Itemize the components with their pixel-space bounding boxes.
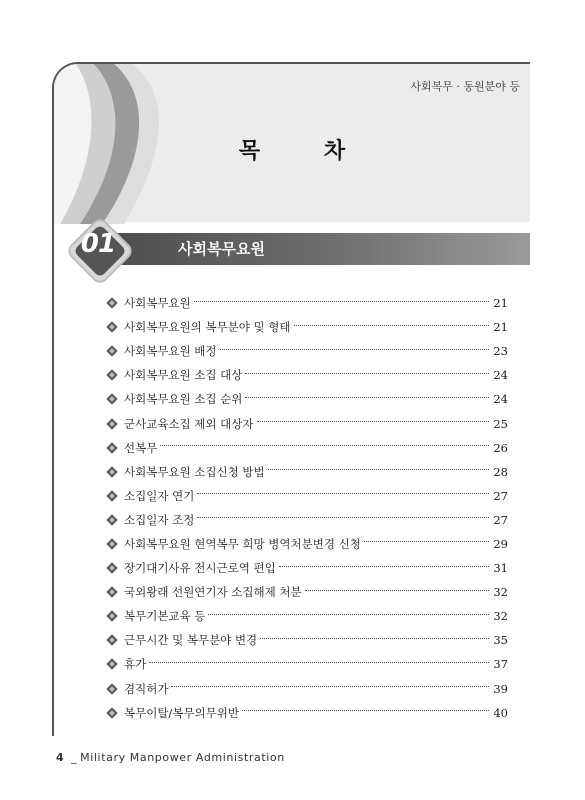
toc-item-page: 23 [493,344,508,359]
toc-leader-dots [149,662,489,663]
diamond-bullet-icon [106,538,118,550]
toc-item[interactable] [106,315,508,339]
diamond-bullet-icon [106,442,118,454]
diamond-bullet-icon [106,658,118,670]
toc-item[interactable] [106,411,508,435]
diamond-bullet-icon [106,586,118,598]
toc-item-label: 휴가 [124,657,147,672]
toc-item-page: 40 [493,705,508,720]
toc-leader-dots [305,590,489,591]
footer-separator: _ [71,751,77,764]
chapter-number: 01 [80,229,116,259]
footer-page-number: 4 [56,751,64,764]
diamond-bullet-icon [106,345,118,357]
toc-item-label: 사회복무요원의 복무분야 및 형태 [124,320,291,335]
toc-leader-dots [294,325,490,326]
toc-item-page: 32 [493,585,508,600]
toc-leader-dots [197,493,489,494]
toc-item-label: 사회복무요원 소집신청 방법 [124,464,265,479]
toc-item-page: 27 [493,512,508,527]
toc-list [106,291,508,725]
toc-leader-dots [245,397,489,398]
diamond-bullet-icon [106,321,118,333]
toc-leader-dots [260,638,489,639]
toc-item-label: 복무이탈/복무의무위반 [124,705,239,720]
toc-item[interactable] [106,508,508,532]
toc-item-label: 소집일자 조정 [124,512,195,527]
toc-item-label: 겸직허가 [124,681,169,696]
toc-item[interactable] [106,436,508,460]
toc-leader-dots [257,421,489,422]
toc-item-page: 32 [493,609,508,624]
toc-leader-dots [220,349,489,350]
toc-item-label: 선복무 [124,440,158,455]
diamond-bullet-icon [106,562,118,574]
toc-item-page: 28 [493,464,508,479]
toc-item-label: 복무기본교육 등 [124,609,206,624]
toc-item[interactable] [106,339,508,363]
toc-item-page: 25 [493,416,508,431]
toc-item[interactable] [106,291,508,315]
toc-item[interactable] [106,677,508,701]
toc-item-label: 사회복무요원 소집 순위 [124,392,243,407]
toc-item-page: 37 [493,657,508,672]
toc-item-label: 사회복무요원 배정 [124,344,217,359]
toc-item-page: 29 [493,536,508,551]
toc-leader-dots [268,469,489,470]
toc-item-page: 21 [493,320,508,335]
toc-item-page: 26 [493,440,508,455]
diamond-bullet-icon [106,393,118,405]
chapter-bar [88,233,530,265]
toc-leader-dots [208,614,489,615]
toc-item[interactable] [106,532,508,556]
diamond-bullet-icon [106,418,118,430]
toc-leader-dots [160,445,489,446]
toc-item-label: 소집일자 연기 [124,488,195,503]
footer [56,751,285,764]
chapter-title: 사회복무요원 [178,240,265,258]
toc-item-label: 사회복무요원 소집 대상 [124,368,243,383]
diamond-bullet-icon [106,707,118,719]
diamond-bullet-icon [106,683,118,695]
page-title: 목 차 [238,139,374,164]
diamond-bullet-icon [106,297,118,309]
toc-leader-dots [245,373,489,374]
toc-item-page: 39 [493,681,508,696]
toc-leader-dots [197,517,489,518]
toc-leader-dots [279,566,489,567]
toc-item[interactable] [106,652,508,676]
footer-publication: Military Manpower Administration [80,751,285,764]
diamond-bullet-icon [106,610,118,622]
toc-item-label: 사회복무요원 [124,296,191,311]
toc-item[interactable] [106,484,508,508]
toc-item-label: 국외왕래 선원연기자 소집해제 처분 [124,585,302,600]
toc-item[interactable] [106,363,508,387]
toc-item[interactable] [106,556,508,580]
diamond-bullet-icon [106,514,118,526]
toc-item-page: 31 [493,561,508,576]
diamond-bullet-icon [106,466,118,478]
section-label: 사회복무 · 동원분야 등 [410,80,520,93]
toc-item-page: 21 [493,296,508,311]
toc-item[interactable] [106,628,508,652]
toc-item-page: 24 [493,392,508,407]
toc-item-label: 군사교육소집 제외 대상자 [124,416,254,431]
toc-item-page: 27 [493,488,508,503]
toc-item[interactable] [106,580,508,604]
diamond-bullet-icon [106,634,118,646]
diamond-bullet-icon [106,369,118,381]
toc-item-label: 근무시간 및 복무분야 변경 [124,633,258,648]
toc-leader-dots [364,541,489,542]
toc-leader-dots [171,686,489,687]
toc-item[interactable] [106,604,508,628]
toc-item[interactable] [106,387,508,411]
toc-item[interactable] [106,701,508,725]
toc-item-label: 장기대기사유 전시근로역 편입 [124,561,276,576]
toc-item[interactable] [106,460,508,484]
toc-leader-dots [242,710,489,711]
diamond-bullet-icon [106,490,118,502]
toc-leader-dots [194,301,489,302]
toc-item-page: 35 [493,633,508,648]
toc-item-page: 24 [493,368,508,383]
toc-item-label: 사회복무요원 현역복무 희망 병역처분변경 신청 [124,536,361,551]
